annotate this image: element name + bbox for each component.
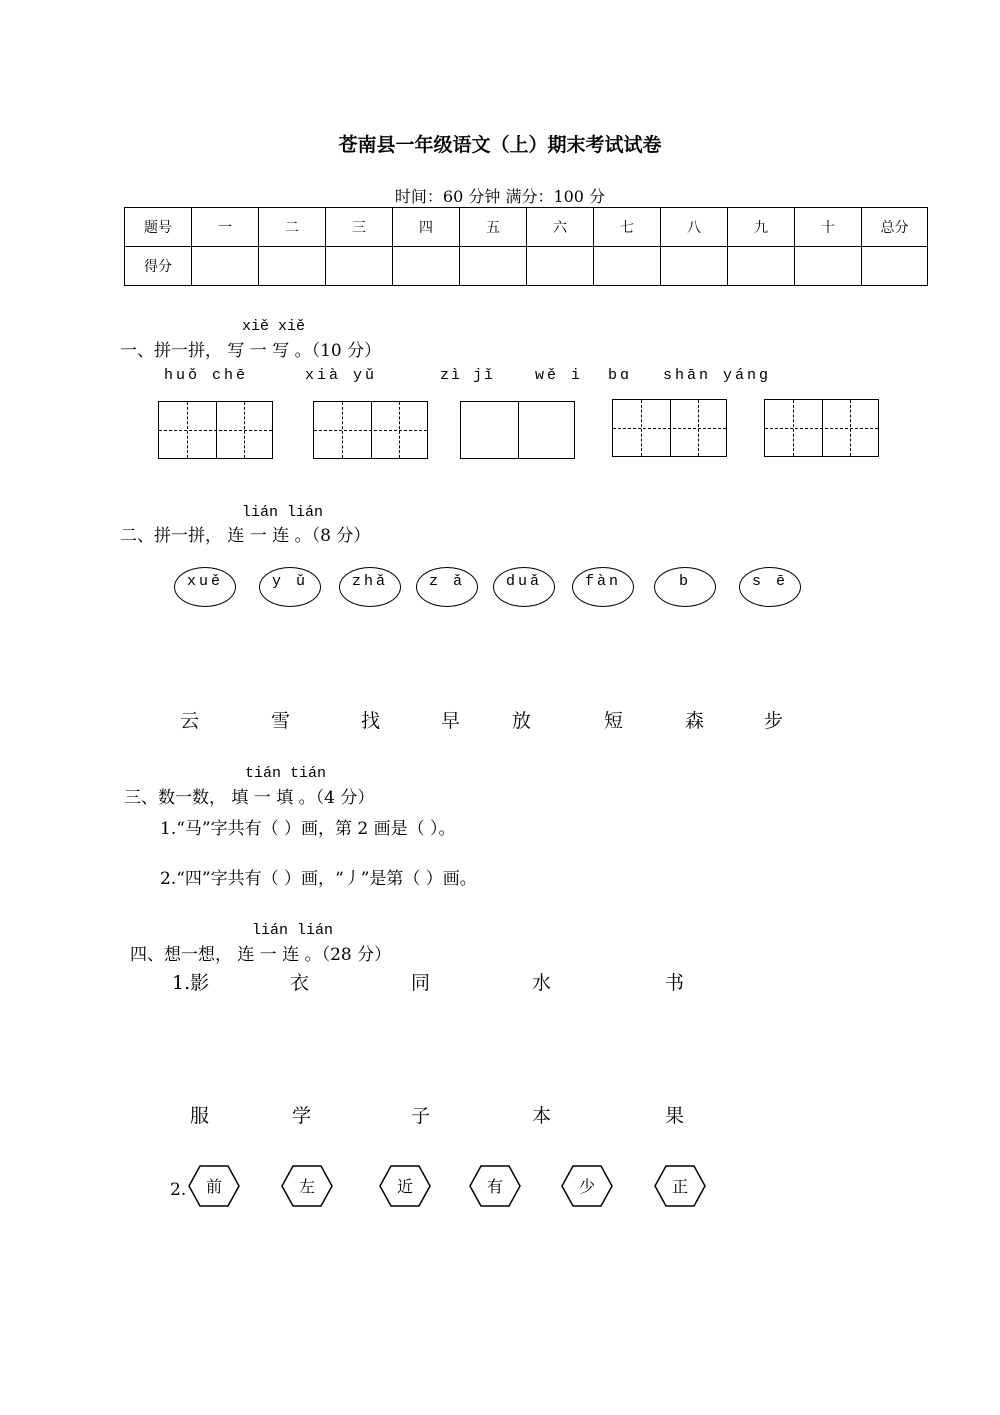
q2-char[interactable]: 云: [180, 710, 200, 732]
q4-bottom-char[interactable]: 果: [665, 1105, 685, 1127]
hexagon-char[interactable]: [281, 1165, 333, 1207]
score-cell[interactable]: [460, 247, 527, 286]
q1-word-pinyin: huǒ chē: [164, 367, 249, 384]
q1-word-pinyin: shān yáng: [663, 367, 772, 384]
q2-char[interactable]: 找: [361, 710, 381, 732]
hexagon-char[interactable]: [654, 1165, 706, 1207]
score-value-row: [125, 247, 928, 286]
score-header-cell: 十: [795, 208, 862, 247]
score-header-cell: 二: [259, 208, 326, 247]
q4-top-char[interactable]: 同: [411, 972, 431, 994]
q2-pinyin-annotation: lián lián: [242, 504, 324, 521]
hexagon-char-label: 正: [671, 1177, 688, 1196]
q4-top-char[interactable]: 水: [532, 972, 552, 994]
q4-bottom-char[interactable]: 服: [190, 1105, 210, 1127]
q3-line-2: 2.“四”字共有（ ）画，“丿”是第（ ）画。: [160, 869, 477, 889]
hexagon-char[interactable]: [561, 1165, 613, 1207]
q4-pinyin-annotation: lián lián: [252, 922, 334, 939]
pinyin-oval[interactable]: fàn: [572, 567, 634, 607]
hexagon-char[interactable]: [469, 1165, 521, 1207]
score-header-row: [125, 208, 928, 247]
pinyin-oval[interactable]: duǎ: [493, 567, 555, 607]
score-cell[interactable]: [393, 247, 460, 286]
hexagon-char-label: 近: [396, 1177, 413, 1196]
exam-title: 苍南县一年级语文（上）期末考试试卷: [338, 134, 662, 156]
pinyin-oval[interactable]: xuě: [174, 567, 236, 607]
score-header-cell: 四: [393, 208, 460, 247]
pinyin-oval[interactable]: y ǔ: [259, 567, 321, 607]
score-header-cell: 八: [661, 208, 728, 247]
q3-pinyin-annotation: tián tián: [245, 765, 327, 782]
score-cell[interactable]: [594, 247, 661, 286]
hexagon-char[interactable]: [188, 1165, 240, 1207]
hexagon-char[interactable]: [379, 1165, 431, 1207]
q2-char[interactable]: 放: [512, 710, 532, 732]
score-cell[interactable]: [326, 247, 393, 286]
pinyin-oval[interactable]: b: [654, 567, 716, 607]
score-header-cell: 九: [728, 208, 795, 247]
score-header-cell: 题号: [125, 208, 192, 247]
score-header-cell: 三: [326, 208, 393, 247]
score-row-label: 得分: [125, 247, 192, 286]
score-cell[interactable]: [661, 247, 728, 286]
q2-char[interactable]: 步: [764, 710, 784, 732]
pinyin-oval[interactable]: s ē: [739, 567, 801, 607]
pinyin-oval[interactable]: z ǎ: [416, 567, 478, 607]
q3-label: 三、数一数， 填 一 填 。（4 分）: [124, 788, 375, 808]
score-cell[interactable]: [527, 247, 594, 286]
score-cell[interactable]: [259, 247, 326, 286]
q4-part2-label: 2.: [170, 1180, 187, 1200]
writing-grid[interactable]: [460, 401, 575, 459]
q2-char[interactable]: 雪: [271, 710, 291, 732]
hexagon-char-label: 前: [205, 1177, 222, 1196]
score-table: [124, 207, 928, 286]
score-header-cell: 五: [460, 208, 527, 247]
q2-char[interactable]: 森: [685, 710, 705, 732]
q4-top-char[interactable]: 1.影: [172, 972, 210, 994]
hexagon-char-label: 有: [486, 1177, 503, 1196]
q4-bottom-char[interactable]: 本: [532, 1105, 552, 1127]
writing-grid[interactable]: [612, 399, 727, 457]
score-cell[interactable]: [795, 247, 862, 286]
q4-top-char[interactable]: 书: [665, 972, 685, 994]
score-cell[interactable]: [192, 247, 259, 286]
q1-label: 一、拼一拼， 写 一 写 。（10 分）: [120, 341, 382, 361]
q1-word-pinyin: wě i: [535, 367, 584, 384]
q1-pinyin-annotation: xiě xiě: [242, 318, 306, 335]
q1-word-pinyin: zì jǐ: [440, 367, 496, 384]
q1-word-pinyin: bɑ: [608, 367, 633, 384]
q4-bottom-char[interactable]: 子: [411, 1105, 431, 1127]
pinyin-oval[interactable]: zhǎ: [339, 567, 401, 607]
q3-line-1: 1.“马”字共有（ ）画，第 2 画是（ ）。: [160, 819, 456, 839]
exam-subtitle: 时间：60 分钟 满分：100 分: [394, 187, 606, 206]
score-header-cell: 一: [192, 208, 259, 247]
score-header-cell: 总分: [862, 208, 928, 247]
score-cell[interactable]: [728, 247, 795, 286]
score-cell[interactable]: [862, 247, 928, 286]
q4-top-char[interactable]: 衣: [290, 972, 310, 994]
writing-grid[interactable]: [764, 399, 879, 457]
q4-label: 四、想一想， 连 一 连 。（28 分）: [130, 945, 392, 965]
q2-char[interactable]: 短: [604, 710, 624, 732]
score-header-cell: 六: [527, 208, 594, 247]
q4-bottom-char[interactable]: 学: [292, 1105, 312, 1127]
writing-grid[interactable]: [313, 401, 428, 459]
q2-char[interactable]: 早: [441, 710, 461, 732]
score-header-cell: 七: [594, 208, 661, 247]
hexagon-char-label: 少: [578, 1177, 595, 1196]
writing-grid[interactable]: [158, 401, 273, 459]
q1-word-pinyin: xià yǔ: [305, 367, 378, 384]
hexagon-char-label: 左: [298, 1177, 315, 1196]
q2-label: 二、拼一拼， 连 一 连 。（8 分）: [120, 526, 371, 546]
